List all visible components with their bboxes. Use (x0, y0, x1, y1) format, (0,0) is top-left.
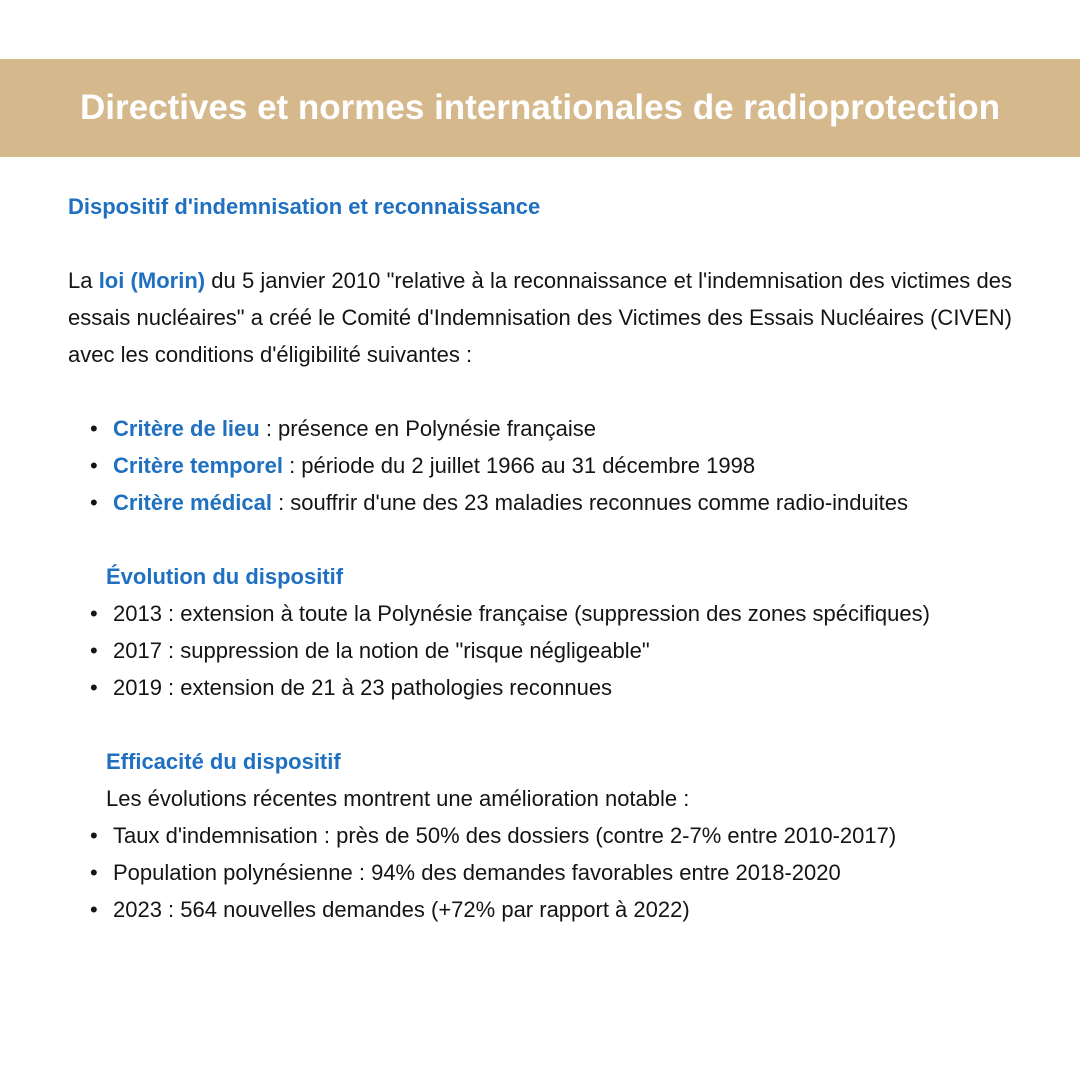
title-banner (0, 59, 1080, 157)
intro-paragraph (68, 262, 1012, 373)
list-item (68, 484, 1012, 521)
section-heading-indemnisation: Dispositif d'indemnisation et reconnaissance (68, 194, 541, 219)
evolution-list (68, 595, 1012, 706)
criterion-text: : souffrir d'une des 23 maladies reconnues comme radio-induites (271, 490, 908, 515)
list-item: • 2013 : extension à toute la Polynésie française (suppression des zones spécifiques) (68, 595, 1012, 632)
list-item: • 2017 : suppression de la notion de "risque négligeable" (68, 632, 1012, 669)
section-heading-evolution: Évolution du dispositif (106, 564, 344, 589)
criterion-text: : présence en Polynésie française (259, 416, 597, 441)
criterion-label: Critère médical (113, 490, 272, 515)
list-item: • Population polynésienne : 94% des demandes favorables entre 2018-2020 (68, 854, 1012, 891)
criterion-text: : période du 2 juillet 1966 au 31 décembre 1998 (282, 453, 756, 478)
list-item (68, 410, 1012, 447)
efficacite-list (68, 817, 1012, 928)
criterion-label: Critère de lieu (113, 416, 260, 441)
list-item: • Taux d'indemnisation : près de 50% des dossiers (contre 2-7% entre 2010-2017) (68, 817, 1012, 854)
intro-text: du 5 janvier 2010 "relative à la reconnaissance et l'indemnisation des victimes des essais nucléaires" a créé le Comité d'Indemnisation des Victimes des Essais Nucléaires (CIVEN) avec les conditions d'éligibilité suivantes : (68, 268, 1012, 367)
list-item (68, 447, 1012, 484)
section-heading-efficacite: Efficacité du dispositif (106, 749, 341, 774)
law-highlight: loi (Morin) (98, 268, 206, 293)
intro-prefix: La (68, 268, 99, 293)
list-item: • 2019 : extension de 21 à 23 pathologies reconnues (68, 669, 1012, 706)
criterion-label: Critère temporel (113, 453, 283, 478)
page-title: Directives et normes internationales de radioprotection (80, 88, 1000, 127)
content (68, 188, 1012, 928)
list-item: • 2023 : 564 nouvelles demandes (+72% par rapport à 2022) (68, 891, 1012, 928)
efficacite-intro: Les évolutions récentes montrent une amélioration notable : (106, 786, 690, 811)
criteria-list (68, 410, 1012, 521)
